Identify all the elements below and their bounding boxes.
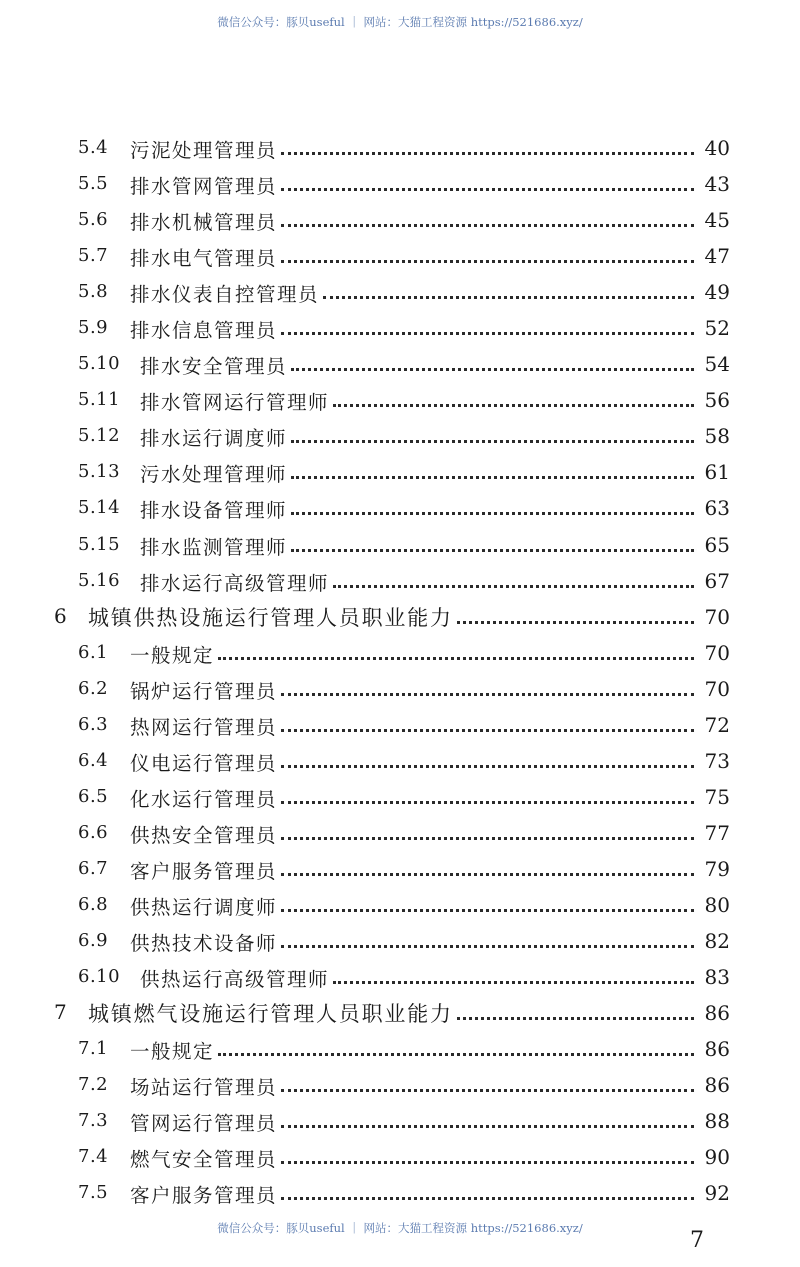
toc-entry-title: 排水电气管理员 xyxy=(130,243,281,271)
toc-entry-page: 45 xyxy=(704,208,730,233)
toc-entry-number: 6.6 xyxy=(78,821,109,843)
toc-dot-leader xyxy=(291,549,694,552)
toc-entry-title: 排水机械管理员 xyxy=(130,207,281,235)
toc-entry-number: 7.4 xyxy=(78,1146,109,1168)
toc-entry-number: 6.10 xyxy=(78,966,121,988)
toc-entry-title: 供热安全管理员 xyxy=(130,820,281,848)
toc-entry-number: 6.5 xyxy=(78,785,109,807)
toc-entry[interactable] xyxy=(0,347,800,383)
toc-entry-page: 77 xyxy=(704,820,730,845)
toc-entry-page: 75 xyxy=(704,784,730,809)
toc-entry-title: 排水运行调度师 xyxy=(140,423,291,451)
toc-dot-leader xyxy=(333,585,694,588)
toc-entry-number: 7.2 xyxy=(78,1074,109,1096)
toc-entry-number: 6.4 xyxy=(78,749,109,771)
toc-dot-leader xyxy=(291,512,694,515)
toc-entry[interactable] xyxy=(0,636,800,672)
toc-entry-page: 43 xyxy=(704,172,730,197)
toc-entry[interactable] xyxy=(0,1068,800,1104)
toc-dot-leader xyxy=(281,152,694,155)
toc-entry-page: 70 xyxy=(704,640,730,665)
toc-entry-title: 供热运行高级管理师 xyxy=(140,964,333,992)
toc-entry[interactable] xyxy=(0,1032,800,1068)
toc-dot-leader xyxy=(281,801,694,804)
toc-entry[interactable] xyxy=(0,311,800,347)
toc-entry[interactable] xyxy=(0,708,800,744)
toc-entry[interactable] xyxy=(0,780,800,816)
toc-entry-title: 供热运行调度师 xyxy=(130,892,281,920)
toc-entry[interactable] xyxy=(0,419,800,455)
toc-entry-number: 6.8 xyxy=(78,893,109,915)
toc-entry[interactable] xyxy=(0,1140,800,1176)
toc-entry-page: 82 xyxy=(704,929,730,954)
toc-entry-number: 7.3 xyxy=(78,1110,109,1132)
toc-entry-number: 5.10 xyxy=(78,353,121,375)
toc-entry-number: 5.4 xyxy=(78,137,109,158)
toc-entry[interactable] xyxy=(0,1176,800,1212)
toc-entry-title: 排水信息管理员 xyxy=(130,315,281,343)
toc-dot-leader xyxy=(457,1017,694,1020)
toc-entry-number: 6.7 xyxy=(78,857,109,879)
toc-entry-page: 73 xyxy=(704,748,730,773)
toc-entry[interactable] xyxy=(0,528,800,564)
toc-dot-leader xyxy=(218,657,694,660)
toc-entry-title: 供热技术设备师 xyxy=(130,928,281,956)
toc-entry-number: 5.5 xyxy=(78,173,109,195)
toc-entry-number: 5.9 xyxy=(78,317,109,339)
toc-entry-page: 80 xyxy=(704,892,730,917)
toc-dot-leader xyxy=(323,296,694,299)
toc-entry-page: 56 xyxy=(704,388,730,413)
toc-entry[interactable] xyxy=(0,960,800,996)
toc-dot-leader xyxy=(281,1125,694,1128)
toc-dot-leader xyxy=(291,440,694,443)
toc-entry[interactable] xyxy=(0,744,800,780)
toc-dot-leader xyxy=(457,621,694,624)
toc-entry-page: 90 xyxy=(704,1145,730,1170)
toc-entry-title: 化水运行管理员 xyxy=(130,784,281,812)
toc-entry-title: 客户服务管理员 xyxy=(130,856,281,884)
toc-entry-title: 仪电运行管理员 xyxy=(130,748,281,776)
toc-entry-page: 88 xyxy=(704,1109,730,1134)
toc-entry[interactable] xyxy=(0,564,800,600)
toc-entry-title: 热网运行管理员 xyxy=(130,712,281,740)
toc-entry-number: 5.12 xyxy=(78,425,121,447)
toc-entry-page: 79 xyxy=(704,856,730,881)
toc-dot-leader xyxy=(281,1197,694,1200)
watermark-bottom: 微信公众号：豚贝useful ｜ 网站：大猫工程资源 https://521686.xyz/ xyxy=(217,1221,583,1235)
toc-entry-number: 6.2 xyxy=(78,677,109,699)
toc-entry-title: 污泥处理管理员 xyxy=(130,135,281,163)
toc-entry-title: 锅炉运行管理员 xyxy=(130,676,281,704)
toc-entry-page: 67 xyxy=(704,568,730,593)
toc-entry-page: 47 xyxy=(704,244,730,269)
toc-dot-leader xyxy=(281,224,694,227)
toc-entry-number: 5.8 xyxy=(78,281,109,303)
toc-entry-number: 5.11 xyxy=(78,389,121,411)
toc-dot-leader xyxy=(333,981,694,984)
toc-entry[interactable] xyxy=(0,383,800,419)
toc-dot-leader xyxy=(281,188,694,191)
toc-entry-page: 63 xyxy=(704,496,730,521)
toc-entry-title: 排水监测管理师 xyxy=(140,532,291,560)
toc-dot-leader xyxy=(281,837,694,840)
toc-entry-page: 83 xyxy=(704,965,730,990)
toc-entry-page: 58 xyxy=(704,424,730,449)
toc-entry-title: 场站运行管理员 xyxy=(130,1072,281,1100)
toc-entry-number: 5.16 xyxy=(78,569,121,591)
toc-entry-title: 客户服务管理员 xyxy=(130,1180,281,1208)
toc-entry[interactable] xyxy=(0,455,800,491)
toc-entry-page: 52 xyxy=(704,316,730,341)
toc-dot-leader xyxy=(291,476,694,479)
toc-dot-leader xyxy=(333,404,694,407)
toc-entry[interactable] xyxy=(0,131,800,167)
toc-entry-title: 燃气安全管理员 xyxy=(130,1144,281,1172)
toc-entry-number: 5.7 xyxy=(78,245,109,267)
watermark-top: 微信公众号：豚贝useful ｜ 网站：大猫工程资源 https://521686.xyz/ xyxy=(217,15,583,29)
toc-entry[interactable] xyxy=(0,888,800,924)
toc-entry[interactable] xyxy=(0,852,800,888)
toc-entry-title: 城镇供热设施运行管理人员职业能力 xyxy=(88,602,457,632)
toc-entry-number: 5.6 xyxy=(78,209,109,231)
toc-entry[interactable] xyxy=(0,924,800,960)
toc-dot-leader xyxy=(281,729,694,732)
toc-entry-title: 一般规定 xyxy=(130,640,218,668)
toc-entry-number: 6.9 xyxy=(78,930,109,952)
toc-entry-page: 70 xyxy=(704,676,730,701)
toc-entry[interactable] xyxy=(0,1104,800,1140)
toc-entry-title: 管网运行管理员 xyxy=(130,1108,281,1136)
toc-dot-leader xyxy=(281,1161,694,1164)
toc-entry-number: 7 xyxy=(54,1000,68,1025)
toc-entry-number: 5.13 xyxy=(78,461,121,483)
toc-dot-leader xyxy=(281,1089,694,1092)
toc-dot-leader xyxy=(281,909,694,912)
toc-entry-title: 一般规定 xyxy=(130,1036,218,1064)
toc-dot-leader xyxy=(218,1053,694,1056)
toc-dot-leader xyxy=(291,368,694,371)
toc-dot-leader xyxy=(281,873,694,876)
toc-entry[interactable] xyxy=(0,167,800,203)
toc-entry-page: 61 xyxy=(704,460,730,485)
toc-entry[interactable] xyxy=(0,203,800,239)
toc-entry-number: 6.3 xyxy=(78,713,109,735)
toc-entry-page: 86 xyxy=(704,1037,730,1062)
toc-dot-leader xyxy=(281,765,694,768)
toc-dot-leader xyxy=(281,260,694,263)
toc-entry-page: 86 xyxy=(704,1073,730,1098)
toc-entry-number: 6 xyxy=(54,603,68,628)
toc-entry-title: 排水管网管理员 xyxy=(130,171,281,199)
toc-entry-page: 65 xyxy=(704,532,730,557)
page-number: 7 xyxy=(690,1228,704,1253)
toc-entry-page: 49 xyxy=(704,280,730,305)
toc-entry[interactable] xyxy=(0,239,800,275)
toc-entry-title: 污水处理管理师 xyxy=(140,459,291,487)
toc-entry-title: 排水安全管理员 xyxy=(140,351,291,379)
toc-entry[interactable] xyxy=(0,816,800,852)
toc-entry[interactable] xyxy=(0,491,800,527)
toc-dot-leader xyxy=(281,693,694,696)
toc-entry-title: 排水设备管理师 xyxy=(140,495,291,523)
toc-entry[interactable] xyxy=(0,275,800,311)
toc-entry[interactable] xyxy=(0,672,800,708)
toc-entry-page: 54 xyxy=(704,352,730,377)
toc-entry-title: 排水仪表自控管理员 xyxy=(130,279,323,307)
toc-entry-title: 排水运行高级管理师 xyxy=(140,568,333,596)
toc-chapter-entry[interactable] xyxy=(0,600,800,636)
toc-entry-page: 72 xyxy=(704,712,730,737)
toc-dot-leader xyxy=(281,332,694,335)
toc-entry-title: 排水管网运行管理师 xyxy=(140,387,333,415)
toc-entry-page: 70 xyxy=(704,604,730,629)
toc-dot-leader xyxy=(281,945,694,948)
toc-entry-number: 6.1 xyxy=(78,641,109,663)
toc-entry-page: 86 xyxy=(704,1001,730,1026)
toc-entry-number: 7.1 xyxy=(78,1038,109,1060)
toc-entry-page: 40 xyxy=(704,136,730,160)
toc-entry-number: 7.5 xyxy=(78,1182,109,1204)
toc-chapter-entry[interactable] xyxy=(0,996,800,1032)
toc-entry-number: 5.15 xyxy=(78,533,121,555)
toc-entry-title: 城镇燃气设施运行管理人员职业能力 xyxy=(88,998,457,1028)
toc-entry-page: 92 xyxy=(704,1181,730,1206)
table-of-contents xyxy=(0,131,800,1212)
toc-entry-number: 5.14 xyxy=(78,497,121,519)
